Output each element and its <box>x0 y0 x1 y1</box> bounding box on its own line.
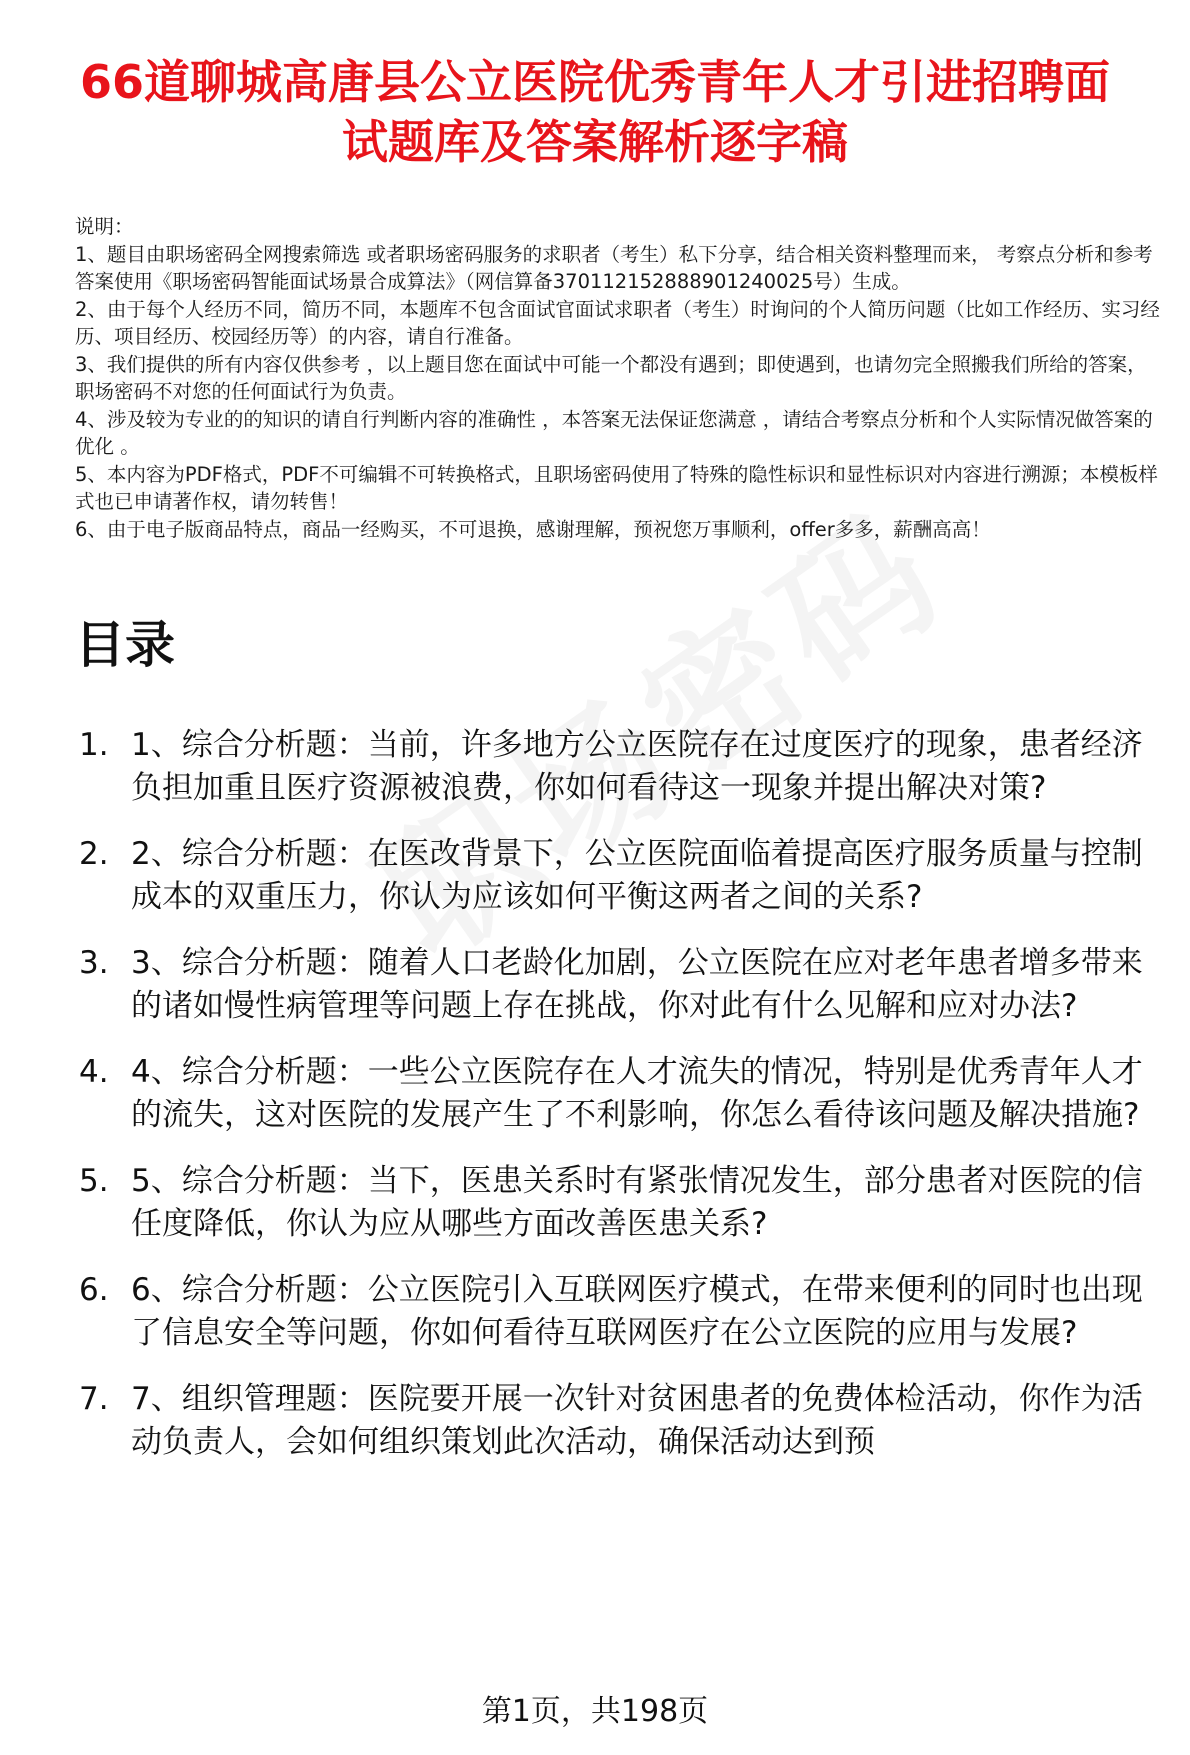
toc-item-number: 4. <box>79 1054 109 1090</box>
note-item: 5、本内容为PDF格式，PDF不可编辑不可转换格式，且职场密码使用了特殊的隐性标识和显性标识对内容进行溯源；本模板样式也已申请著作权，请勿转售！ <box>75 462 1158 513</box>
toc-item[interactable] <box>75 1378 1170 1464</box>
page-footer: 第1页，共198页 <box>481 1694 709 1729</box>
notes-section <box>75 213 1165 543</box>
note-item: 6、由于电子版商品特点，商品一经购买，不可退换，感谢理解，预祝您万事顺利，offer多多，薪酬高高！ <box>75 517 991 541</box>
toc-item[interactable] <box>75 1269 1170 1355</box>
toc-item-number: 7. <box>79 1381 109 1417</box>
toc-item-text: 7、组织管理题：医院要开展一次针对贫困患者的免费体检活动，你作为活动负责人，会如何组织策划此次活动，确保活动达到预 <box>131 1381 1143 1460</box>
notes-heading: 说明： <box>75 215 134 238</box>
toc-item-text: 1、综合分析题：当前，许多地方公立医院存在过度医疗的现象，患者经济负担加重且医疗资源被浪费，你如何看待这一现象并提出解决对策? <box>131 727 1143 806</box>
toc-item-number: 3. <box>79 945 109 981</box>
toc-item-number: 5. <box>79 1163 109 1199</box>
toc-item[interactable] <box>75 724 1170 810</box>
document-title: 66道聊城高唐县公立医院优秀青年人才引进招聘面试题库及答案解析逐字稿 <box>79 55 1110 169</box>
toc-item-number: 1. <box>79 727 109 763</box>
toc-item-number: 6. <box>79 1272 109 1308</box>
note-item: 2、由于每个人经历不同，简历不同，本题库不包含面试官面试求职者（考生）时询问的个人简历问题（比如工作经历、实习经历、项目经历、校园经历等）的内容，请自行准备。 <box>75 297 1160 348</box>
table-of-contents <box>75 724 1170 1487</box>
note-item: 3、我们提供的所有内容仅供参考 ，以上题目您在面试中可能一个都没有遇到；即使遇到，也请勿完全照搬我们所给的答案，职场密码不对您的任何面试行为负责。 <box>75 352 1147 403</box>
toc-item-text: 5、综合分析题：当下，医患关系时有紧张情况发生，部分患者对医院的信任度降低，你认为应从哪些方面改善医患关系? <box>131 1163 1143 1242</box>
toc-item-number: 2. <box>79 836 109 872</box>
note-item: 4、涉及较为专业的的知识的请自行判断内容的准确性 ，本答案无法保证您满意 ，请结合考察点分析和个人实际情况做答案的优化 。 <box>75 407 1153 458</box>
toc-item[interactable] <box>75 1051 1170 1137</box>
toc-item-text: 2、综合分析题：在医改背景下，公立医院面临着提高医疗服务质量与控制成本的双重压力，你认为应该如何平衡这两者之间的关系? <box>131 836 1143 915</box>
toc-item[interactable] <box>75 1160 1170 1246</box>
toc-item[interactable] <box>75 833 1170 919</box>
toc-item-text: 6、综合分析题：公立医院引入互联网医疗模式，在带来便利的同时也出现了信息安全等问题，你如何看待互联网医疗在公立医院的应用与发展? <box>131 1272 1143 1351</box>
note-item: 1、题目由职场密码全网搜索筛选 或者职场密码服务的求职者（考生）私下分享，结合相关资料整理而来， 考察点分析和参考答案使用《职场密码智能面试场景合成算法》（网信算备370112152888901240025号）生成。 <box>75 242 1153 293</box>
toc-item[interactable] <box>75 942 1170 1028</box>
toc-item-text: 3、综合分析题：随着人口老龄化加剧，公立医院在应对老年患者增多带来的诸如慢性病管理等问题上存在挑战，你对此有什么见解和应对办法? <box>131 945 1143 1024</box>
toc-item-text: 4、综合分析题：一些公立医院存在人才流失的情况，特别是优秀青年人才的流失，这对医院的发展产生了不利影响，你怎么看待该问题及解决措施? <box>131 1054 1143 1133</box>
toc-heading: 目录 <box>75 616 175 674</box>
